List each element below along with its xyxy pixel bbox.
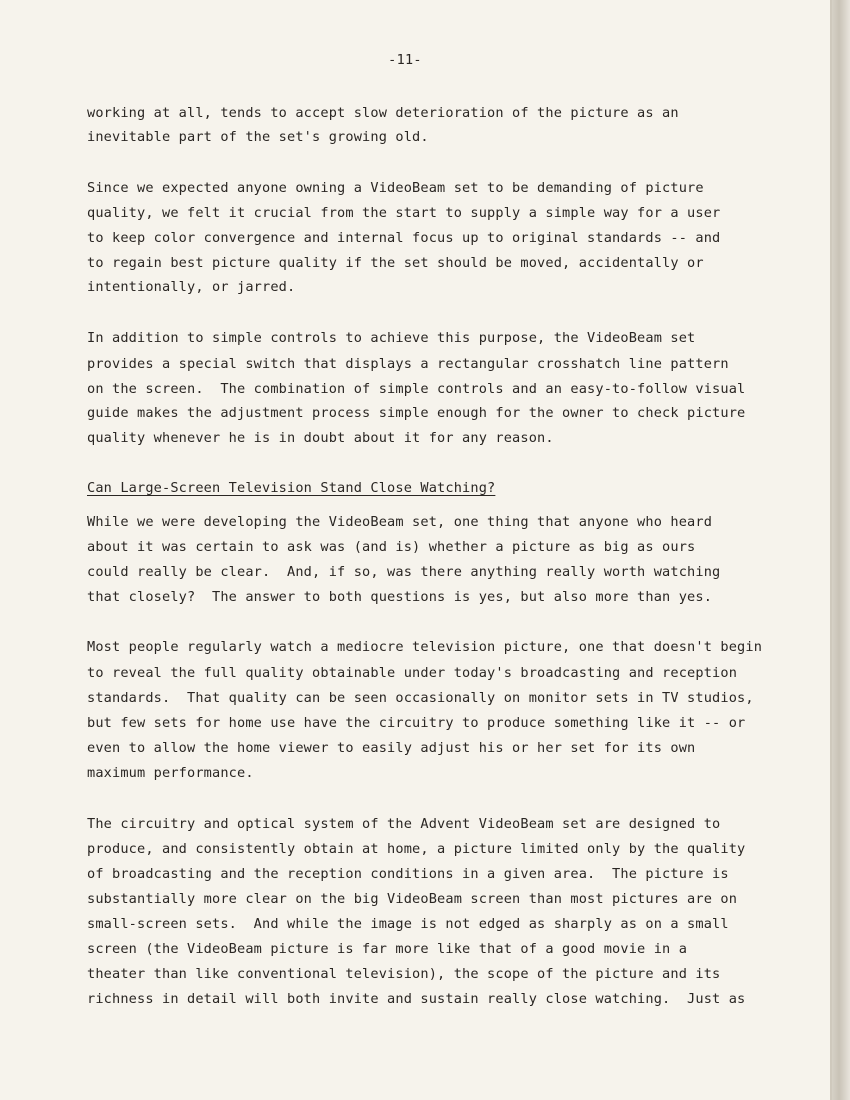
section-paragraph-2-line-5: even to allow the home viewer to easily adjust his or her set for its own — [87, 740, 696, 756]
section-paragraph-3-line-4: substantially more clear on the big VideoBeam screen than most pictures are on — [87, 891, 738, 907]
section-paragraph-3-line-3: of broadcasting and the reception conditions in a given area. The picture is — [87, 866, 729, 882]
paragraph-3-line-4: guide makes the adjustment process simple enough for the owner to check picture — [87, 405, 746, 421]
paragraph-1-line-2: inevitable part of the set's growing old. — [87, 129, 429, 145]
section-paragraph-3-line-7: theater than like conventional television), the scope of the picture and its — [87, 966, 721, 982]
paragraph-2-line-5: intentionally, or jarred. — [87, 279, 296, 295]
section-paragraph-2-line-4: but few sets for home use have the circuitry to produce something like it -- or — [87, 715, 746, 731]
section-heading: Can Large-Screen Television Stand Close Watching? — [87, 480, 496, 496]
page-number: -11- — [388, 52, 422, 68]
paragraph-2-line-1: Since we expected anyone owning a VideoBeam set to be demanding of picture — [87, 180, 704, 196]
section-paragraph-1-line-3: could really be clear. And, if so, was there anything really worth watching — [87, 564, 721, 580]
section-paragraph-2-line-2: to reveal the full quality obtainable under today's broadcasting and reception — [87, 665, 738, 681]
paragraph-1-line-1: working at all, tends to accept slow deterioration of the picture as an — [87, 105, 679, 121]
paragraph-2-line-3: to keep color convergence and internal focus up to original standards -- and — [87, 230, 721, 246]
section-paragraph-3-line-5: small-screen sets. And while the image is not edged as sharply as on a small — [87, 916, 729, 932]
paragraph-3-line-2: provides a special switch that displays a rectangular crosshatch line pattern — [87, 356, 729, 372]
paragraph-3-line-1: In addition to simple controls to achieve this purpose, the VideoBeam set — [87, 330, 696, 346]
section-paragraph-3-line-2: produce, and consistently obtain at home, a picture limited only by the quality — [87, 841, 746, 857]
page-edge — [832, 0, 850, 1100]
section-paragraph-3-line-1: The circuitry and optical system of the Advent VideoBeam set are designed to — [87, 816, 721, 832]
section-paragraph-2-line-1: Most people regularly watch a mediocre television picture, one that doesn't begin — [87, 639, 763, 655]
section-paragraph-3-line-6: screen (the VideoBeam picture is far more like that of a good movie in a — [87, 941, 688, 957]
section-paragraph-1-line-4: that closely? The answer to both questions is yes, but also more than yes. — [87, 589, 713, 605]
paragraph-2-line-4: to regain best picture quality if the set should be moved, accidentally or — [87, 255, 704, 271]
paragraph-3-line-3: on the screen. The combination of simple controls and an easy-to-follow visual — [87, 381, 746, 397]
section-paragraph-2-line-6: maximum performance. — [87, 765, 254, 781]
section-paragraph-3-line-8: richness in detail will both invite and sustain really close watching. Just as — [87, 991, 746, 1007]
paragraph-2-line-2: quality, we felt it crucial from the start to supply a simple way for a user — [87, 205, 721, 221]
section-paragraph-2-line-3: standards. That quality can be seen occasionally on monitor sets in TV studios, — [87, 690, 754, 706]
paragraph-3-line-5: quality whenever he is in doubt about it for any reason. — [87, 430, 554, 446]
section-paragraph-1-line-2: about it was certain to ask was (and is) whether a picture as big as ours — [87, 539, 696, 555]
section-paragraph-1-line-1: While we were developing the VideoBeam set, one thing that anyone who heard — [87, 514, 713, 530]
